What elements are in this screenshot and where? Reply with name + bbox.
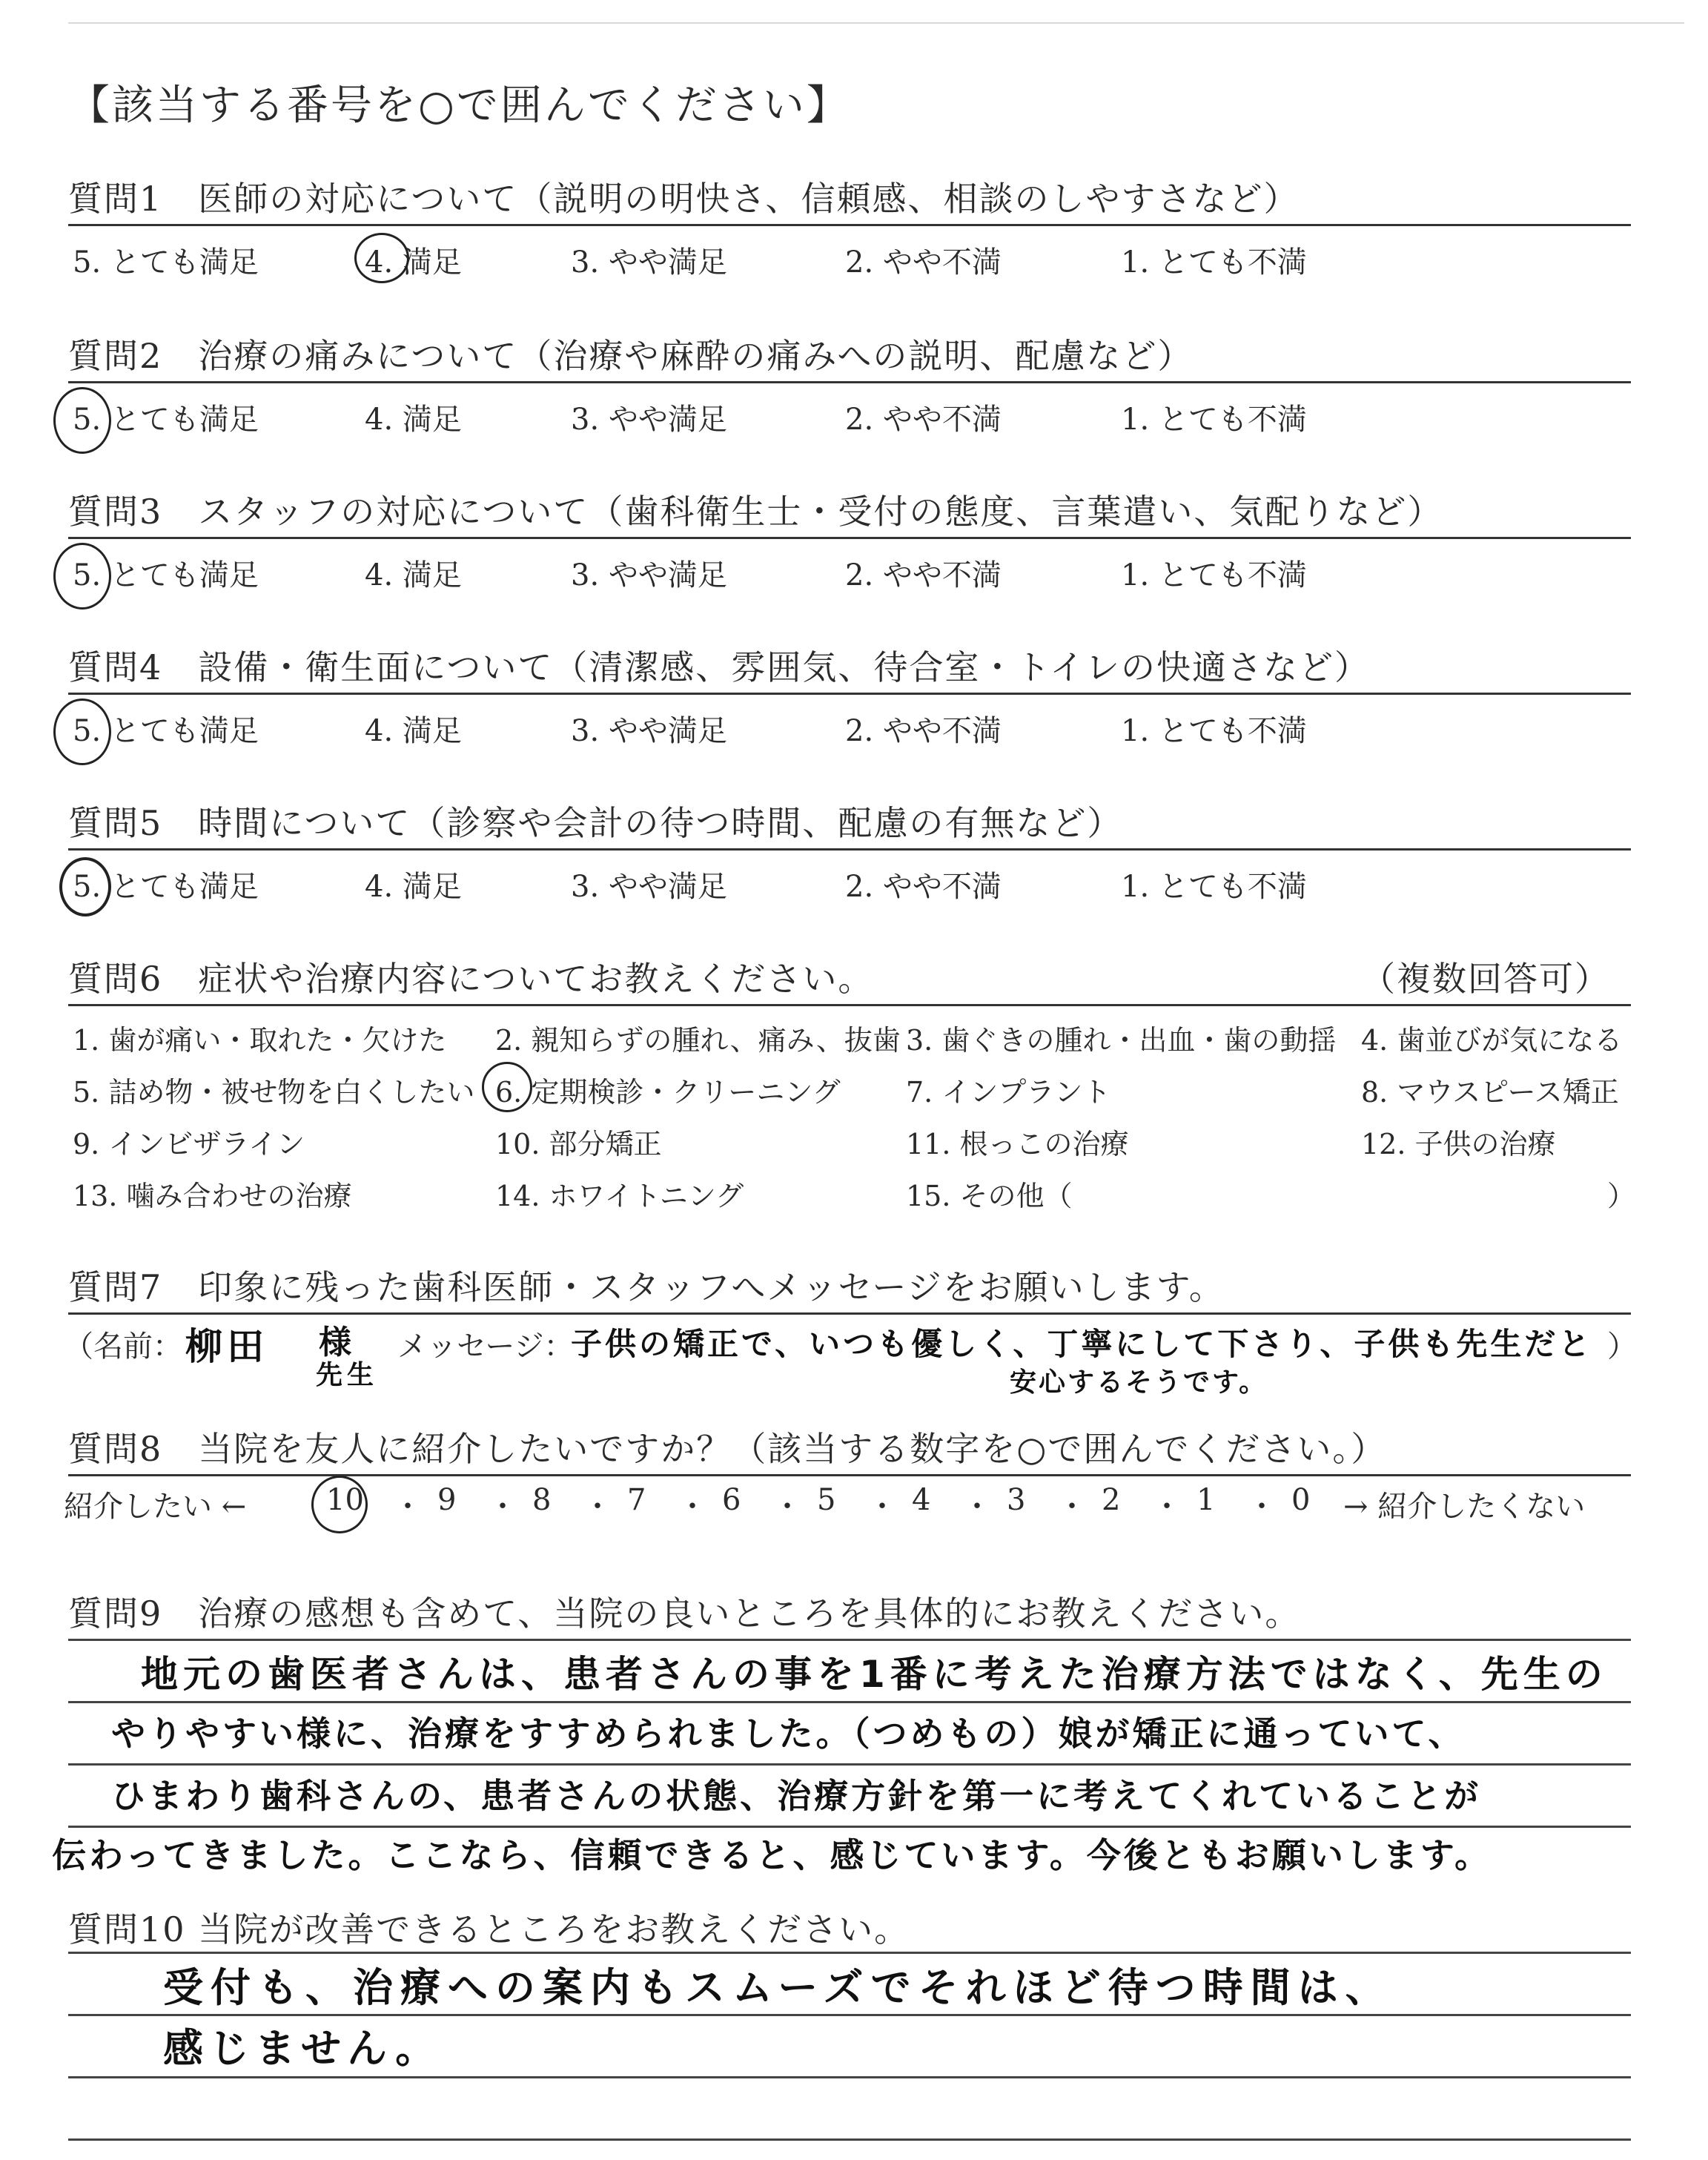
- q3-opt-4[interactable]: 4. 満足: [365, 558, 462, 592]
- q5-opt-1[interactable]: 1. とても不満: [1121, 870, 1307, 904]
- q9-rule-3: [68, 1763, 1631, 1766]
- q8-dot: ・: [583, 1490, 612, 1524]
- q6-note: （複数回答可）: [1361, 959, 1610, 999]
- q3-opt-3[interactable]: 3. やや満足: [571, 558, 727, 592]
- q8-dot: ・: [1152, 1490, 1182, 1524]
- q2-opt-2[interactable]: 2. やや不満: [845, 403, 1002, 437]
- q5-opt-5[interactable]: 5. とても満足: [73, 870, 259, 904]
- q4-rule: [68, 693, 1631, 695]
- q1-opt-3[interactable]: 3. やや満足: [571, 245, 727, 280]
- q5-rule: [68, 848, 1631, 851]
- q8-num-6[interactable]: 6: [722, 1483, 741, 1517]
- q2-opt-4[interactable]: 4. 満足: [365, 403, 462, 437]
- q7-name-label: （名前：: [64, 1330, 182, 1364]
- q5-title: 質問5 時間について（診察や会計の待つ時間、配慮の有無など）: [68, 803, 1123, 843]
- q6-item-10[interactable]: 10. 部分矯正: [495, 1128, 662, 1160]
- q7-name-value-2: 様: [319, 1324, 356, 1361]
- q1-rule: [68, 224, 1631, 226]
- q2-opt-1[interactable]: 1. とても不満: [1121, 403, 1307, 437]
- q1-opt-2[interactable]: 2. やや不満: [845, 245, 1002, 280]
- q5-opt-3[interactable]: 3. やや満足: [571, 870, 727, 904]
- q3-opt-1[interactable]: 1. とても不満: [1121, 558, 1307, 592]
- q10-answer-line-2: 感じません。: [163, 2025, 442, 2072]
- q6-item-4[interactable]: 4. 歯並びが気になる: [1361, 1024, 1623, 1057]
- q7-title: 質問7 印象に残った歯科医師・スタッフへメッセージをお願いします。: [68, 1267, 1225, 1307]
- q4-selection-circle: [53, 698, 111, 765]
- q8-num-10[interactable]: 10: [326, 1483, 364, 1517]
- q8-dot: ・: [1057, 1490, 1087, 1524]
- q6-other-close: ）: [1607, 1180, 1636, 1212]
- q7-close-paren: ）: [1607, 1330, 1637, 1364]
- q1-opt-4[interactable]: 4. 満足: [365, 245, 462, 280]
- q10-answer-line-1: 受付も、治療への案内もスムーズでそれほど待つ時間は、: [163, 1964, 1393, 2011]
- q6-item-2[interactable]: 2. 親知らずの腫れ、痛み、抜歯: [495, 1024, 901, 1057]
- q10-rule-1: [68, 1952, 1631, 1954]
- q6-item-3[interactable]: 3. 歯ぐきの腫れ・出血・歯の動揺: [906, 1024, 1337, 1057]
- q7-name-suffix: 先生: [316, 1360, 379, 1390]
- q6-item-7[interactable]: 7. インプラント: [906, 1076, 1111, 1109]
- q3-title: 質問3 スタッフの対応について（歯科衛生士・受付の態度、言葉遣い、気配りなど）: [68, 492, 1443, 532]
- q8-num-2[interactable]: 2: [1102, 1483, 1121, 1517]
- q10-title: 質問10 当院が改善できるところをお教えください。: [68, 1909, 910, 1949]
- q6-item-14[interactable]: 14. ホワイトニング: [495, 1180, 744, 1212]
- q4-title: 質問4 設備・衛生面について（清潔感、雰囲気、待合室・トイレの快適さなど）: [68, 647, 1371, 687]
- q4-opt-1[interactable]: 1. とても不満: [1121, 714, 1307, 748]
- q9-rule-4: [68, 1826, 1631, 1828]
- q8-dot: ・: [393, 1490, 423, 1524]
- q2-title: 質問2 治療の痛みについて（治療や麻酔の痛みへの説明、配慮など）: [68, 336, 1194, 376]
- q10-rule-4: [68, 2138, 1631, 2141]
- q2-rule: [68, 381, 1631, 383]
- top-border: [68, 22, 1684, 24]
- q7-message-line-1: 子供の矯正で、いつも優しく、丁寧にして下さり、子供も先生だと: [571, 1326, 1593, 1362]
- q6-item-15[interactable]: 15. その他（: [906, 1180, 1073, 1212]
- q8-num-7[interactable]: 7: [627, 1483, 646, 1517]
- q7-name-value: 柳田: [185, 1325, 268, 1368]
- q8-num-5[interactable]: 5: [817, 1483, 836, 1517]
- q3-opt-5[interactable]: 5. とても満足: [73, 558, 259, 592]
- q3-rule: [68, 537, 1631, 539]
- q7-rule: [68, 1312, 1631, 1315]
- q2-opt-5[interactable]: 5. とても満足: [73, 403, 259, 437]
- q6-item-5[interactable]: 5. 詰め物・被せ物を白くしたい: [73, 1076, 475, 1109]
- q6-item-1[interactable]: 1. 歯が痛い・取れた・欠けた: [73, 1024, 447, 1057]
- q8-dot: ・: [1247, 1490, 1277, 1524]
- q4-opt-5[interactable]: 5. とても満足: [73, 714, 259, 748]
- q9-answer-line-1: 地元の歯医者さんは、患者さんの事を1番に考えた治療方法ではなく、先生の: [141, 1653, 1608, 1696]
- q8-rule: [68, 1474, 1631, 1476]
- q5-selection-circle: [59, 857, 111, 916]
- q9-answer-line-3: ひまわり歯科さんの、患者さんの状態、治療方針を第一に考えてくれていることが: [111, 1776, 1482, 1816]
- q8-right-label: → 紹介したくない: [1343, 1490, 1586, 1524]
- q9-answer-line-4: 伝わってきました。ここなら、信頼できると、感じています。今後ともお願いします。: [52, 1835, 1492, 1875]
- q5-opt-2[interactable]: 2. やや不満: [845, 870, 1002, 904]
- q9-answer-line-2: やりやすい様に、治療をすすめられました。（つめもの）娘が矯正に通っていて、: [111, 1714, 1466, 1754]
- q8-dot: ・: [488, 1490, 517, 1524]
- q4-opt-2[interactable]: 2. やや不満: [845, 714, 1002, 748]
- q8-num-8[interactable]: 8: [532, 1483, 552, 1517]
- q3-opt-2[interactable]: 2. やや不満: [845, 558, 1002, 592]
- q9-rule-1: [68, 1639, 1631, 1641]
- q9-rule-2: [68, 1701, 1631, 1703]
- q3-selection-circle: [53, 543, 111, 610]
- q8-left-label: 紹介したい ←: [64, 1490, 247, 1524]
- q1-title: 質問1 医師の対応について（説明の明快さ、信頼感、相談のしやすさなど）: [68, 179, 1300, 219]
- q6-selection-circle: [482, 1062, 532, 1112]
- q6-rule: [68, 1004, 1631, 1006]
- q4-opt-4[interactable]: 4. 満足: [365, 714, 462, 748]
- q10-rule-2: [68, 2014, 1631, 2016]
- q8-num-3[interactable]: 3: [1007, 1483, 1026, 1517]
- form-header: 【該当する番号を○で囲んでください】: [68, 82, 850, 130]
- q6-item-9[interactable]: 9. インビザライン: [73, 1128, 305, 1160]
- q8-dot: ・: [867, 1490, 897, 1524]
- q6-item-8[interactable]: 8. マウスピース矯正: [1361, 1076, 1619, 1109]
- q6-item-12[interactable]: 12. 子供の治療: [1361, 1128, 1556, 1160]
- q8-dot: ・: [772, 1490, 802, 1524]
- q8-num-4[interactable]: 4: [912, 1483, 931, 1517]
- q6-item-6[interactable]: 6. 定期検診・クリーニング: [495, 1076, 841, 1109]
- q6-item-11[interactable]: 11. 根っこの治療: [906, 1128, 1129, 1160]
- q1-selection-circle: [354, 233, 409, 283]
- q6-title: 質問6 症状や治療内容についてお教えください。: [68, 959, 874, 999]
- q4-opt-3[interactable]: 3. やや満足: [571, 714, 727, 748]
- q8-dot: ・: [678, 1490, 707, 1524]
- q7-message-line-2: 安心するそうです。: [1010, 1367, 1268, 1398]
- q7-message-label: メッセージ：: [397, 1330, 574, 1364]
- q6-item-13[interactable]: 13. 噛み合わせの治療: [73, 1180, 352, 1212]
- q2-opt-3[interactable]: 3. やや満足: [571, 403, 727, 437]
- q2-selection-circle: [53, 387, 111, 454]
- q5-opt-4[interactable]: 4. 満足: [365, 870, 462, 904]
- q8-dot: ・: [962, 1490, 992, 1524]
- q1-opt-1[interactable]: 1. とても不満: [1121, 245, 1307, 280]
- q1-opt-5[interactable]: 5. とても満足: [73, 245, 259, 280]
- q8-num-1[interactable]: 1: [1196, 1483, 1216, 1517]
- q8-num-9[interactable]: 9: [437, 1483, 457, 1517]
- q10-rule-3: [68, 2076, 1631, 2078]
- q8-selection-circle: [311, 1476, 368, 1533]
- q9-title: 質問9 治療の感想も含めて、当院の良いところを具体的にお教えください。: [68, 1593, 1301, 1634]
- q8-title: 質問8 当院を友人に紹介したいですか？（該当する数字を○で囲んでください。）: [68, 1429, 1387, 1469]
- q8-num-0[interactable]: 0: [1291, 1483, 1311, 1517]
